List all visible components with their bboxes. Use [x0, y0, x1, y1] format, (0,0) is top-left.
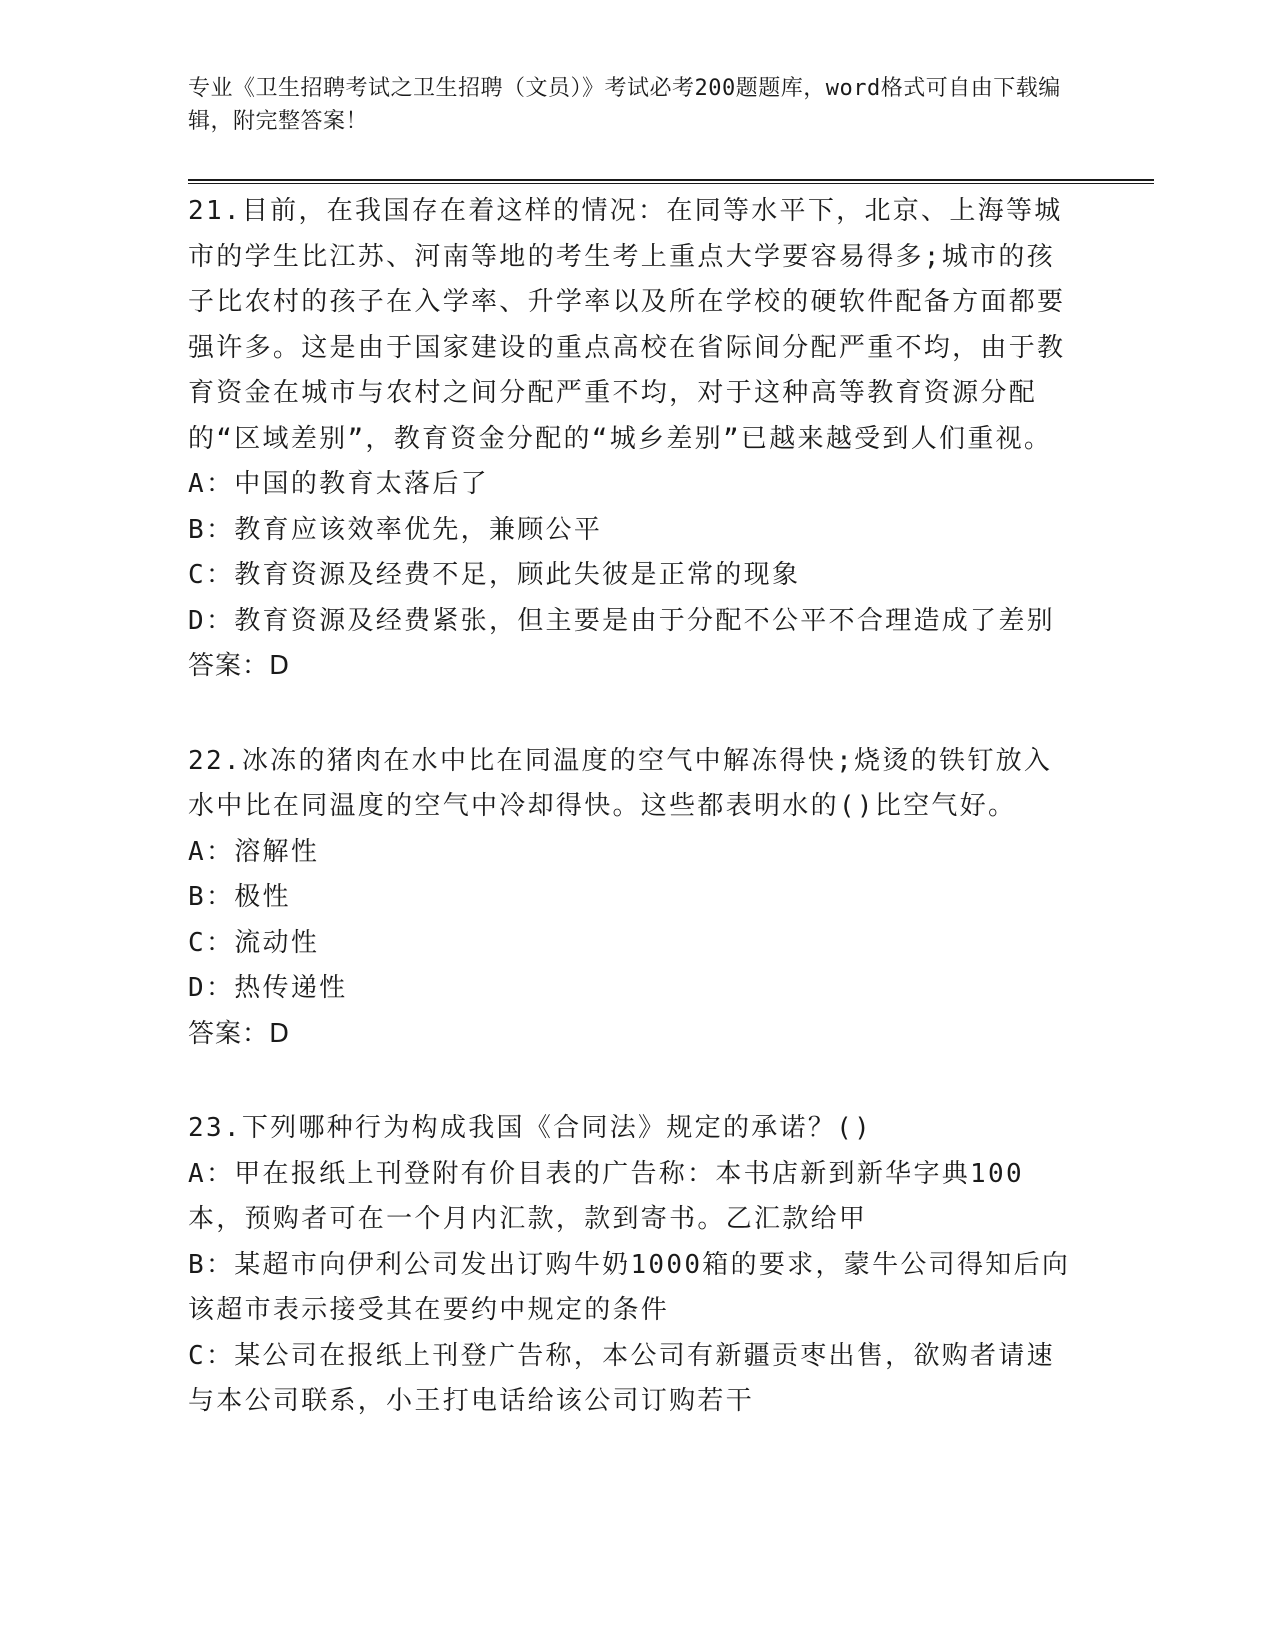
- question-23: [188, 1106, 1074, 1425]
- question-stem: 23.下列哪种行为构成我国《合同法》规定的承诺？(): [188, 1113, 873, 1143]
- question-22: [188, 739, 1074, 1058]
- option-b: B：某超市向伊利公司发出订购牛奶1000箱的要求，蒙牛公司得知后向该超市表示接受其在要约中规定的条件: [188, 1249, 1071, 1325]
- answer-line: 答案：D: [188, 1018, 291, 1049]
- option-b: B：教育应该效率优先，兼顾公平: [188, 514, 603, 545]
- header-divider-thick: [188, 179, 1154, 181]
- option-d: D：热传递性: [188, 973, 348, 1003]
- question-21: [188, 189, 1074, 690]
- option-c: C：教育资源及经费不足，顾此失彼是正常的现象: [188, 560, 801, 590]
- option-d: D：教育资源及经费紧张，但主要是由于分配不公平不合理造成了差别: [188, 605, 1055, 636]
- question-list: [188, 189, 1074, 1425]
- option-a: A：甲在报纸上刊登附有价目表的广告称：本书店新到新华字典100本，预购者可在一个月内汇款，款到寄书。乙汇款给甲: [188, 1158, 1024, 1234]
- option-c: C：某公司在报纸上刊登广告称，本公司有新疆贡枣出售，欲购者请速与本公司联系，小王打电话给该公司订购若干: [188, 1340, 1055, 1416]
- option-a: A：中国的教育太落后了: [188, 469, 489, 499]
- option-c: C：流动性: [188, 927, 320, 958]
- question-stem: 22.冰冻的猪肉在水中比在同温度的空气中解冻得快;烧烫的铁钉放入水中比在同温度的空气中冷却得快。这些都表明水的()比空气好。: [188, 745, 1053, 821]
- header-divider-thin: [188, 183, 1154, 184]
- document-header: 专业《卫生招聘考试之卫生招聘（文员）》考试必考200题题库，word格式可自由下载编辑，附完整答案！: [188, 76, 1061, 134]
- option-a: A：溶解性: [188, 836, 320, 867]
- question-stem: 21.目前，在我国存在着这样的情况：在同等水平下，北京、上海等城市的学生比江苏、河南等地的考生考上重点大学要容易得多;城市的孩子比农村的孩子在入学率、升学率以及所在学校的硬软件配备方面都要强许多。这是由于国家建设的重点高校在省际间分配严重不均，由于教育资金在城市与农村之间分配严重不均，对于这种高等教育资源分配的“区域差别”，教育资金分配的“城乡差别”已越来越受到人们重视。: [188, 196, 1066, 454]
- option-b: B：极性: [188, 882, 291, 912]
- answer-line: 答案：D: [188, 651, 291, 681]
